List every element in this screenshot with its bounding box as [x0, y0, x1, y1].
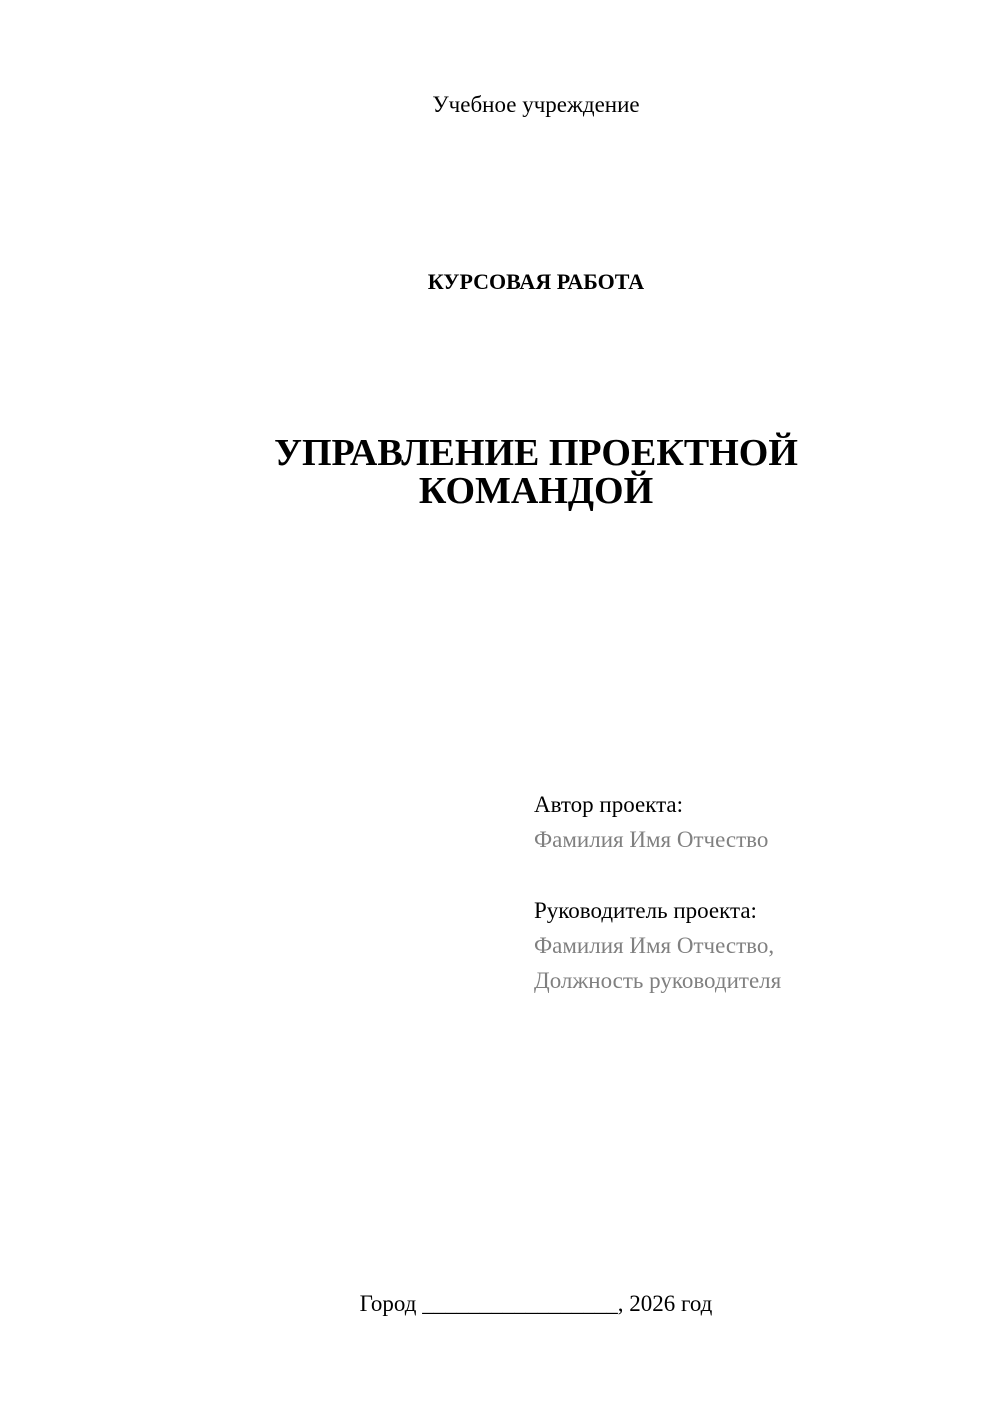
author-name-placeholder: Фамилия Имя Отчество — [534, 827, 769, 852]
document-title — [0, 434, 1000, 510]
supervisor-position-placeholder: Должность руководителя — [534, 968, 782, 993]
work-type-heading: КУРСОВАЯ РАБОТА — [427, 269, 645, 294]
supervisor-label: Руководитель проекта: — [534, 898, 757, 923]
author-info-block — [534, 787, 954, 998]
title-line-1: УПРАВЛЕНИЕ ПРОЕКТНОЙ — [274, 432, 798, 474]
info-spacer — [534, 857, 954, 893]
title-line-2: КОМАНДОЙ — [418, 470, 654, 512]
institution-name: Учебное учреждение — [432, 92, 640, 117]
author-label: Автор проекта: — [534, 792, 683, 817]
city-year-line: Город _________________, 2026 год — [359, 1291, 713, 1316]
supervisor-name-placeholder: Фамилия Имя Отчество, — [534, 933, 775, 958]
